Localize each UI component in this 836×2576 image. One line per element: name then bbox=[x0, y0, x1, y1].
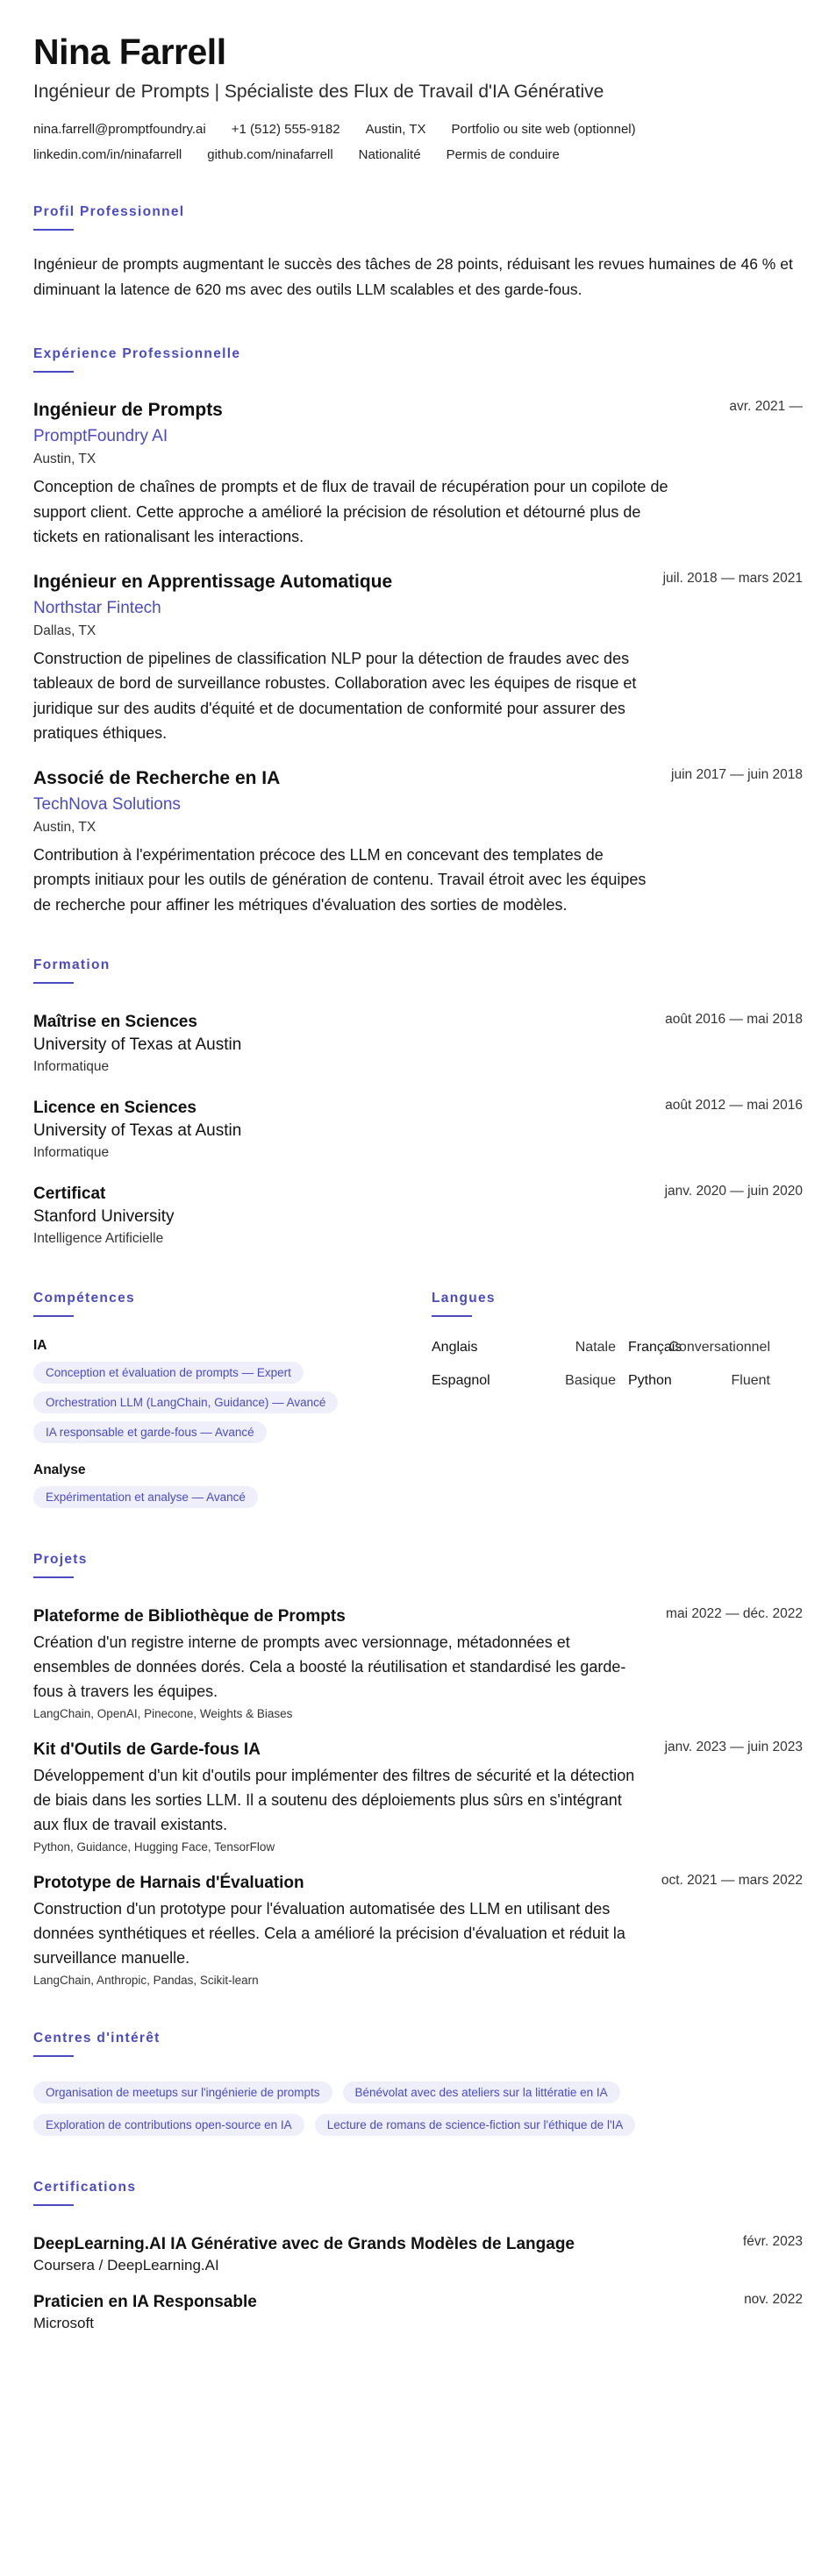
language-level: Basique bbox=[565, 1373, 616, 1389]
contact-location: Austin, TX bbox=[365, 122, 426, 138]
languages-heading: Langues bbox=[432, 1291, 496, 1306]
contact-license: Permis de conduire bbox=[446, 147, 560, 163]
resume-header bbox=[33, 32, 803, 162]
skill-tag: IA responsable et garde-fous — Avancé bbox=[33, 1421, 267, 1443]
languages-column bbox=[432, 1291, 803, 1508]
job-description: Contribution à l'expérimentation précoce des LLM en concevant des templates de prompts initiaux pour les outils de génération de contenu. Travail étroit avec les équipes de recherche pour affiner les métriques d'évaluation des sorties de modèles. bbox=[33, 845, 647, 914]
job-title: Ingénieur en Apprentissage Automatique bbox=[33, 571, 393, 592]
job-location: Dallas, TX bbox=[33, 623, 96, 638]
education-item bbox=[33, 1184, 803, 1247]
project-description: Construction d'un prototype pour l'évaluation automatisée des LLM en utilisant des données synthétiques et réelles. Cela a amélioré la précision d'évaluation et réduit la surveillance manuelle. bbox=[33, 1900, 625, 1968]
project-tech: LangChain, Anthropic, Pandas, Scikit-learn bbox=[33, 1974, 259, 1988]
interests-heading: Centres d'intérêt bbox=[33, 2031, 161, 2046]
certification-issuer: Coursera / DeepLearning.AI bbox=[33, 2257, 219, 2274]
study-field: Informatique bbox=[33, 1145, 110, 1161]
certification-date: nov. 2022 bbox=[744, 2292, 803, 2308]
skill-category: IA bbox=[33, 1338, 47, 1354]
company-name: Northstar Fintech bbox=[33, 598, 161, 617]
project-dates: janv. 2023 — juin 2023 bbox=[664, 1740, 803, 1755]
section-rule bbox=[33, 1315, 74, 1317]
project-description: Développement d'un kit d'outils pour implémenter des filtres de sécurité et la détection de biais dans les sorties LLM. Il a soutenu des déploiements plus sûrs en s'intégrant aux flux de travail existants. bbox=[33, 1767, 635, 1834]
degree-title: Licence en Sciences bbox=[33, 1099, 196, 1118]
experience-item bbox=[33, 571, 803, 746]
school-name: Stanford University bbox=[33, 1207, 175, 1227]
section-rule bbox=[33, 982, 74, 984]
job-dates: juin 2017 — juin 2018 bbox=[671, 766, 803, 782]
job-dates: avr. 2021 — bbox=[729, 399, 803, 415]
skills-languages-section bbox=[33, 1291, 803, 1508]
education-section bbox=[33, 957, 803, 1247]
skills-column bbox=[33, 1291, 432, 1508]
certifications-heading: Certifications bbox=[33, 2180, 137, 2195]
experience-item bbox=[33, 399, 803, 550]
education-heading: Formation bbox=[33, 957, 111, 973]
contact-row-1 bbox=[33, 122, 803, 137]
degree-title: Maîtrise en Sciences bbox=[33, 1013, 197, 1032]
projects-section bbox=[33, 1552, 803, 1987]
skill-category: Analyse bbox=[33, 1462, 86, 1478]
project-title: Kit d'Outils de Garde-fous IA bbox=[33, 1740, 261, 1760]
experience-item bbox=[33, 767, 803, 918]
study-field: Informatique bbox=[33, 1059, 110, 1075]
section-rule bbox=[33, 1576, 74, 1578]
company-name: PromptFoundry AI bbox=[33, 427, 168, 446]
job-description: Construction de pipelines de classification NLP pour la détection de fraudes avec des tableaux de bord de surveillance robustes. Collaboration avec les équipes de risque et juridique sur des audits d'équité et de documentation de conformité pour assurer des pratiques éthiques. bbox=[33, 649, 637, 743]
skill-tag: Expérimentation et analyse — Avancé bbox=[33, 1486, 258, 1508]
language-name: Anglais bbox=[432, 1340, 478, 1356]
job-location: Austin, TX bbox=[33, 819, 96, 835]
experience-heading: Expérience Professionnelle bbox=[33, 346, 241, 362]
language-level: Conversationnel bbox=[668, 1340, 770, 1356]
interest-tags bbox=[33, 2081, 803, 2136]
school-name: University of Texas at Austin bbox=[33, 1121, 242, 1141]
candidate-name: Nina Farrell bbox=[33, 32, 226, 72]
interest-tag: Organisation de meetups sur l'ingénierie de prompts bbox=[33, 2081, 332, 2103]
skill-tags bbox=[33, 1478, 432, 1508]
profile-heading: Profil Professionnel bbox=[33, 204, 185, 220]
project-item bbox=[33, 1606, 803, 1720]
education-item bbox=[33, 1098, 803, 1161]
section-rule bbox=[432, 1315, 472, 1317]
job-description: Conception de chaînes de prompts et de flux de travail de récupération pour un copilote de support client. Cette approche a amélioré la précision de résolution et détourné plus de tickets en rationalisant les interactions. bbox=[33, 478, 668, 546]
job-title: Associé de Recherche en IA bbox=[33, 767, 281, 788]
project-dates: mai 2022 — déc. 2022 bbox=[666, 1606, 803, 1622]
language-level: Fluent bbox=[731, 1373, 770, 1389]
project-item bbox=[33, 1873, 803, 1987]
certification-issuer: Microsoft bbox=[33, 2315, 94, 2332]
degree-title: Certificat bbox=[33, 1185, 106, 1204]
interest-tag: Exploration de contributions open-source en IA bbox=[33, 2114, 304, 2136]
interest-tag: Bénévolat avec des ateliers sur la littératie en IA bbox=[343, 2081, 620, 2103]
contact-email[interactable]: nina.farrell@promptfoundry.ai bbox=[33, 122, 206, 138]
project-description: Création d'un registre interne de prompts avec versionnage, métadonnées et ensembles de données dorés. Cela a boosté la réutilisation et standardisé les garde-fous à travers les équipes. bbox=[33, 1633, 626, 1701]
language-name: Espagnol bbox=[432, 1373, 490, 1389]
certification-date: févr. 2023 bbox=[742, 2234, 803, 2250]
language-level: Natale bbox=[575, 1340, 616, 1356]
job-title: Ingénieur de Prompts bbox=[33, 400, 223, 421]
profile-summary: Ingénieur de prompts augmentant le succès des tâches de 28 points, réduisant les revues humaines de 46 % et diminuant la latence de 620 ms avec des outils LLM scalables et des garde-fous. bbox=[33, 255, 793, 299]
certification-title: DeepLearning.AI IA Générative avec de Grands Modèles de Langage bbox=[33, 2235, 575, 2254]
contact-linkedin[interactable]: linkedin.com/in/ninafarrell bbox=[33, 147, 182, 163]
job-dates: juil. 2018 — mars 2021 bbox=[662, 570, 803, 586]
education-dates: août 2016 — mai 2018 bbox=[665, 1012, 803, 1028]
project-dates: oct. 2021 — mars 2022 bbox=[661, 1873, 803, 1889]
contact-nationality: Nationalité bbox=[358, 147, 421, 163]
job-location: Austin, TX bbox=[33, 452, 96, 467]
certifications-section bbox=[33, 2180, 803, 2332]
profile-section bbox=[33, 204, 803, 302]
study-field: Intelligence Artificielle bbox=[33, 1231, 164, 1247]
company-name: TechNova Solutions bbox=[33, 794, 181, 814]
contact-github[interactable]: github.com/ninafarrell bbox=[207, 147, 333, 163]
language-name: Python bbox=[628, 1373, 672, 1389]
language-name: Français bbox=[628, 1340, 682, 1356]
contact-portfolio[interactable]: Portfolio ou site web (optionnel) bbox=[451, 122, 636, 138]
education-item bbox=[33, 1012, 803, 1075]
skill-tag: Orchestration LLM (LangChain, Guidance) — Avancé bbox=[33, 1391, 338, 1413]
skills-heading: Compétences bbox=[33, 1291, 135, 1306]
interest-tag: Lecture de romans de science-fiction sur l'éthique de l'IA bbox=[315, 2114, 636, 2136]
languages-grid bbox=[432, 1340, 803, 1389]
project-tech: LangChain, OpenAI, Pinecone, Weights & Biases bbox=[33, 1707, 293, 1721]
certification-title: Praticien en IA Responsable bbox=[33, 2293, 257, 2312]
project-title: Prototype de Harnais d'Évaluation bbox=[33, 1874, 304, 1893]
skill-tags bbox=[33, 1354, 432, 1443]
project-item bbox=[33, 1740, 803, 1854]
interests-section bbox=[33, 2031, 803, 2136]
contact-row-2 bbox=[33, 147, 803, 162]
skill-tag: Conception et évaluation de prompts — Expert bbox=[33, 1362, 304, 1384]
section-rule bbox=[33, 371, 74, 373]
section-rule bbox=[33, 229, 74, 231]
project-tech: Python, Guidance, Hugging Face, TensorFlow bbox=[33, 1840, 275, 1854]
certification-item bbox=[33, 2234, 803, 2274]
section-rule bbox=[33, 2204, 74, 2206]
school-name: University of Texas at Austin bbox=[33, 1035, 242, 1055]
projects-heading: Projets bbox=[33, 1552, 88, 1568]
section-rule bbox=[33, 2055, 74, 2057]
experience-section bbox=[33, 346, 803, 917]
education-dates: janv. 2020 — juin 2020 bbox=[664, 1184, 803, 1199]
project-title: Plateforme de Bibliothèque de Prompts bbox=[33, 1607, 346, 1626]
education-dates: août 2012 — mai 2016 bbox=[665, 1098, 803, 1114]
certification-item bbox=[33, 2292, 803, 2332]
candidate-subtitle: Ingénieur de Prompts | Spécialiste des Flux de Travail d'IA Générative bbox=[33, 82, 604, 103]
contact-phone[interactable]: +1 (512) 555-9182 bbox=[231, 122, 340, 138]
